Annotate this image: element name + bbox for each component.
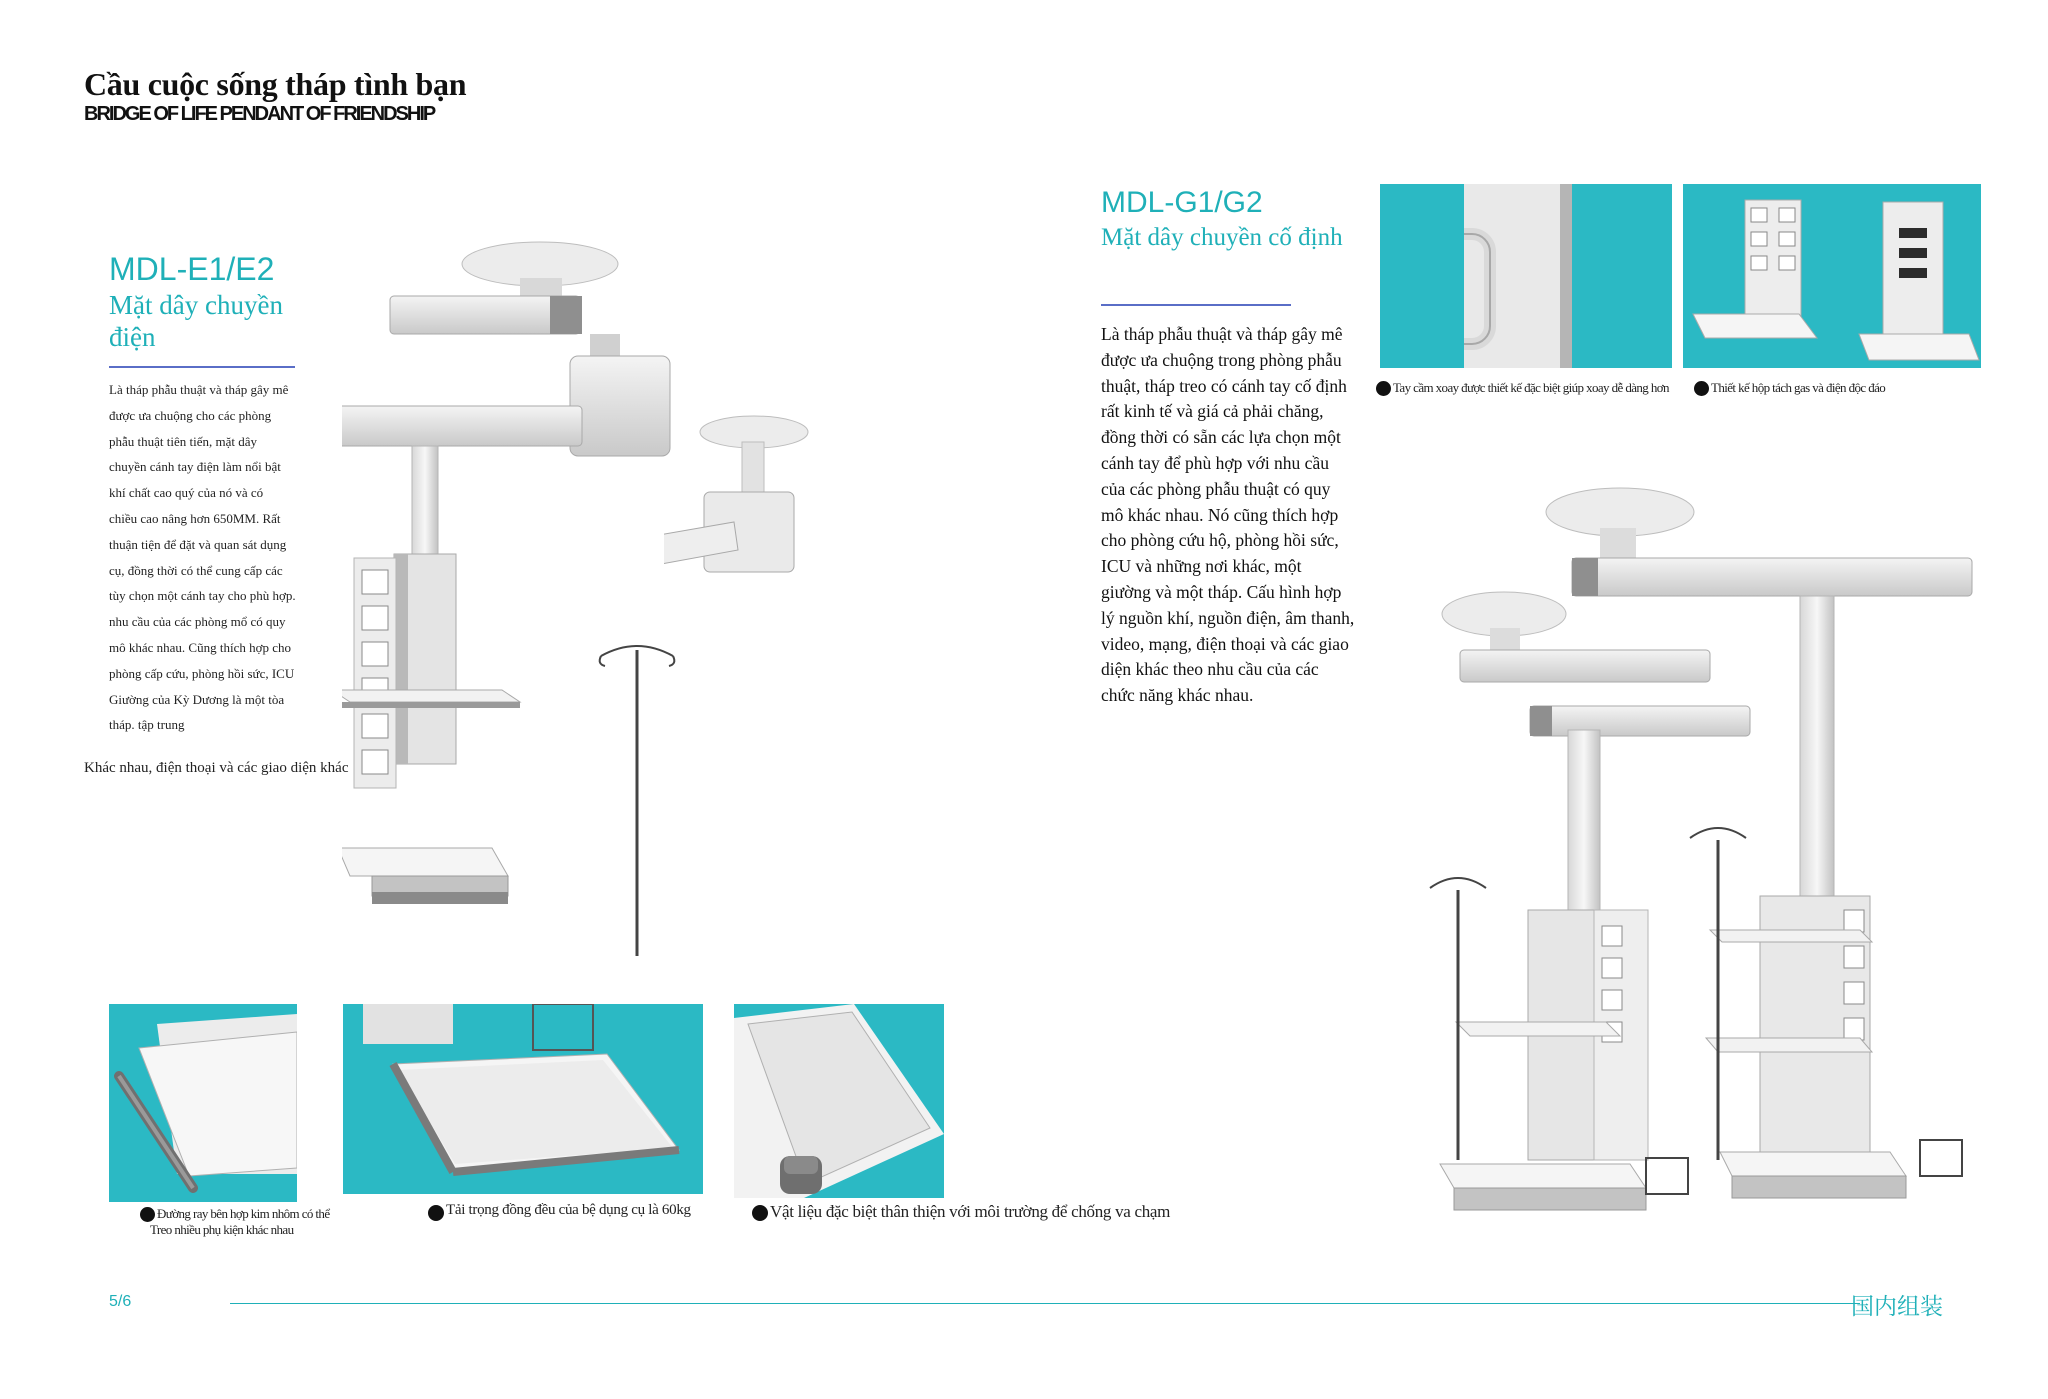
footer-label: 国内组装 bbox=[1851, 1294, 1943, 1320]
right-description: Là tháp phẫu thuật và tháp gây mê được ưa chuộng trong phòng phẫu thuật, tháp treo có cánh tay cố định rất kinh tế và giá cả phải chăng, đồng thời có sẵn các lựa chọn một cánh tay để phù hợp với nhu cầu của các phòng phẫu thuật có quy mô khác nhau. Nó cũng thích hợp cho phòng cứu hộ, phòng hồi sức, ICU và những nơi khác, một giường và một tháp. Cấu hình hợp lý nguồn khí, nguồn điện, âm thanh, video, mạng, điện thoại và các giao diện khác theo nhu cầu của các chức năng khác nhau. bbox=[1101, 324, 1355, 706]
photo-gas-electric-box bbox=[1683, 184, 1981, 368]
left-subtitle-line2: điện bbox=[109, 322, 156, 352]
caption-gas-electric-box: Thiết kế hộp tách gas và điện độc đáo bbox=[1694, 380, 1885, 396]
caption-side-rail: Đường ray bên hợp kim nhôm có thể Treo nhiều phụ kiện khác nhau bbox=[140, 1206, 330, 1238]
right-subtitle: Mặt dây chuyền cố định bbox=[1101, 224, 1343, 251]
photo-rotating-handle bbox=[1380, 184, 1672, 368]
right-divider bbox=[1101, 304, 1291, 306]
right-model-title: MDL-G1/G2 bbox=[1101, 186, 1263, 219]
photo-aluminum-side-rail bbox=[109, 1004, 297, 1202]
bullet-dot-icon bbox=[1694, 381, 1709, 396]
photo-anti-collision-material bbox=[734, 1004, 944, 1198]
product-illustration-second-tower bbox=[664, 412, 924, 932]
caption-rotating-handle: Tay cầm xoay được thiết kế đặc biệt giúp xoay dễ dàng hơn bbox=[1376, 380, 1669, 396]
caption-anti-collision: Vật liệu đặc biệt thân thiện với môi trường để chống va chạm bbox=[752, 1202, 1170, 1222]
page-number: 5/6 bbox=[109, 1293, 132, 1310]
left-extra-line: Khác nhau, điện thoại và các giao diện khác bbox=[84, 760, 349, 776]
product-illustration-fixed-pendant bbox=[1420, 470, 2000, 1242]
caption-platform-load: Tải trọng đồng đều của bệ dụng cụ là 60kg bbox=[428, 1202, 691, 1221]
footer-divider bbox=[230, 1303, 1860, 1304]
photo-instrument-platform bbox=[343, 1004, 703, 1194]
left-description: Là tháp phẫu thuật và tháp gây mê được ưa chuộng cho các phòng phẫu thuật tiên tiến, mặt dây chuyền cánh tay điện làm nổi bật khí chất cao quý của nó và có chiều cao nâng hơn 650MM. Rất thuận tiện để đặt và quan sát dụng cụ, đồng thời có thể cung cấp các tùy chọn một cánh tay cho phù hợp. nhu cầu của các phòng mổ có quy mô khác nhau. Cũng thích hợp cho phòng cấp cứu, phòng hồi sức, ICU Giường của Kỳ Dương là một tòa tháp. tập trung bbox=[109, 382, 296, 733]
bullet-dot-icon bbox=[752, 1205, 768, 1221]
left-divider bbox=[109, 366, 295, 368]
iv-pole-illustration bbox=[597, 640, 677, 960]
bullet-dot-icon bbox=[140, 1207, 155, 1222]
left-subtitle-line1: Mặt dây chuyền bbox=[109, 290, 283, 320]
left-model-title: MDL-E1/E2 bbox=[109, 251, 275, 287]
page-title: Cầu cuộc sống tháp tình bạn bbox=[84, 66, 467, 102]
bullet-dot-icon bbox=[428, 1205, 444, 1221]
page-title-english: BRIDGE OF LIFE PENDANT OF FRIENDSHIP bbox=[84, 103, 435, 125]
bullet-dot-icon bbox=[1376, 381, 1391, 396]
